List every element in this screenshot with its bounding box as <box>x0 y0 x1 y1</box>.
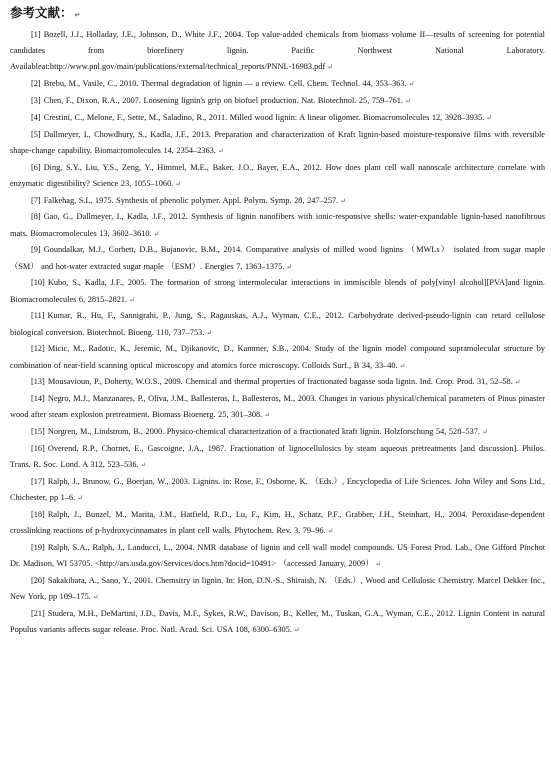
reference-number: [10] <box>31 278 45 288</box>
reference-number: [19] <box>31 542 45 552</box>
reference-entry <box>10 341 545 373</box>
reference-number: [14] <box>31 394 45 404</box>
paragraph-mark-icon: ↵ <box>340 196 347 205</box>
reference-text: Sakakibara, A., Sano, Y., 2001. Chemsitry in lignin. In: Hon, D.N.-S., Shiraish, N. （Eds.）, Wood and Cellulosic Chemistry. Marcel Dekker Inc., New York, pp 109–175. <box>10 575 545 602</box>
reference-text: Bozell, J.J., Holladay, J.E., Johnson, D., White J.F., 2004. Top value-added chemicals from biomass volume II—results of screening for potential candidates from biorefinery lignin. Pacific Northwest National Laboratory. Availableat:http://www.pnl.gov/main/publications/external/technical_reports/PNNL-16983.pdf <box>10 30 545 72</box>
reference-text: Studera, M.H., DeMartini, J.D., Davis, M.F., Sykes, R.W., Davison, B., Keller, M., Tuskan, G.A., Wyman, C.E., 2012. Lignin Content in natural Populus variants affects sugar release. Proc. Natl. Acad. Sci. USA 108, 6300–6305. <box>10 608 545 635</box>
reference-number: [2] <box>31 79 41 89</box>
reference-number: [12] <box>31 344 45 354</box>
paragraph-mark-icon: ↵ <box>327 63 334 72</box>
reference-number: [1] <box>31 30 41 39</box>
reference-number: [4] <box>31 112 41 122</box>
reference-number: [11] <box>31 311 45 321</box>
reference-entry <box>10 474 545 506</box>
paragraph-mark-icon: ↵ <box>327 527 334 536</box>
reference-entry <box>10 573 545 605</box>
reference-entry <box>10 606 545 638</box>
reference-number: [15] <box>31 427 45 437</box>
paragraph-mark-icon: ↵ <box>140 461 147 470</box>
paragraph-mark-icon: ↵ <box>514 378 521 387</box>
reference-text: Falkehag, S.I., 1975. Synthesis of phenolic polymer. Appl. Polym. Symp. 28, 247–257. <box>43 195 339 205</box>
references-heading: 参考文献： ↵ <box>10 5 81 20</box>
paragraph-mark-icon: ↵ <box>293 626 300 635</box>
reference-text: Kubo, S., Kadla, J.F., 2005. The formation of strong intermolecular interactions in immiscible blends of poly[vinyl alcohol][PVA]and lignin. Biomacromolecules 6, 2815–2821. <box>10 278 545 304</box>
reference-text: Crestini, C., Melone, F., Sette, M., Saladino, R., 2011. Milled wood lignin: A linear oligomer. Biomacromolecules 12, 3928–3935. <box>43 112 485 122</box>
paragraph-mark-icon: ↵ <box>408 80 415 89</box>
reference-entry <box>10 441 545 473</box>
reference-entry <box>10 76 545 92</box>
reference-number: [20] <box>31 575 45 585</box>
reference-text: Chen, F., Dixon, R.A., 2007. Loosening lignin's grip on biofuel production. Nat. Biotechnol. 25, 759–761. <box>43 96 403 105</box>
reference-entry <box>10 127 545 159</box>
reference-number: [8] <box>31 212 41 222</box>
reference-entry <box>10 27 545 76</box>
reference-text: Norgren, M., Lindstrom, B., 2000. Physico-chemical characterization of a fractionated kraft lignin. Holzforschung 54, 528–537. <box>47 427 481 437</box>
reference-text: Brebu, M., Vasile, C., 2010. Thermal degradation of lignin — a review. Cell. Chem. Technol. 44, 353–363. <box>43 79 407 89</box>
reference-text: Micic, M., Radotic, K., Jeremic, M., Djikanovic, D., Kammer, S.B., 2004. Study of the lignin model compound supramolecular structure by combination of near-field scanning optical microscopy and atomics force microscopy. Colloids Surf., B 34, 33–40. <box>10 344 545 370</box>
paragraph-mark-icon: ↵ <box>404 97 411 105</box>
paragraph-mark-icon: ↵ <box>77 494 84 503</box>
reference-text: Ding, S.Y., Liu, Y.S., Zeng, Y., Himmel, M.E., Baker, J.O., Bayer, E.A., 2012. How does plant cell wall nanoscale architecture correlate with enzymatic digestibility? Science 23, 1055–1060. <box>10 162 545 188</box>
reference-text: Ralph, J., Bunzel, M., Marita, J.M., Hatfield, R.D., Lu, F., Kim, H., Schatz, P.F., Grabber, J.H., Steinhart, H., 2004. Peroxidase-dependent crosslinking reactions of p-hydroxycinnamates in plant cell walls. Phytochem. Rev. 3, 79–96. <box>10 509 545 536</box>
reference-text: Gao, G., Dallmeyer, I., Kadla, J.F., 2012. Synthesis of lignin nanofibers with ionic-responsive shells: water-expandable lignin-based nanofibrous mats. Biomacromolecules 13, 3602–3610. <box>10 212 545 238</box>
paragraph-mark-icon: ↵ <box>375 560 382 569</box>
reference-number: [9] <box>31 245 41 255</box>
reference-entry <box>10 308 545 340</box>
reference-text: Ralph, J., Brunow, G., Boerjan, W., 2003. Lignins. in: Rose, F., Osborne, K. （Eds.）, Encyclopedia of Life Sciences. John Wiley and Sons Ltd., Chichester, pp 1–6. <box>10 476 545 503</box>
reference-number: [5] <box>31 129 41 139</box>
paragraph-mark-icon: ↵ <box>153 229 160 238</box>
reference-entry <box>10 209 545 241</box>
paragraph-mark-icon: ↵ <box>399 361 406 370</box>
reference-entry <box>10 242 545 274</box>
paragraph-mark-icon: ↵ <box>129 295 136 304</box>
paragraph-mark-icon: ↵ <box>482 428 488 437</box>
reference-text: Ralph, S.A., Ralph, J., Landucci, L., 2004. NMR database of lignin and cell wall model compounds. US Forest Prod. Lab., One Gifford Pinchot Dr. Madison, WI 53705. <http://ars.usda.gov/Services/docs.htm?docid=10491> （accessed January, 2009） <box>10 542 545 569</box>
reference-entry <box>10 391 545 423</box>
reference-number: [3] <box>31 96 41 105</box>
reference-number: [7] <box>31 195 41 205</box>
reference-entry <box>10 507 545 539</box>
reference-entry <box>10 160 545 192</box>
reference-entry <box>10 424 545 440</box>
reference-entry <box>10 374 545 390</box>
reference-number: [21] <box>31 608 45 618</box>
reference-number: [6] <box>31 162 41 172</box>
reference-list <box>10 27 545 638</box>
paragraph-mark-icon: ↵ <box>175 179 182 188</box>
paragraph-mark-icon: ↵ <box>286 262 293 271</box>
reference-entry <box>10 93 545 109</box>
reference-number: [18] <box>31 509 45 519</box>
reference-entry <box>10 275 545 307</box>
reference-number: [13] <box>31 377 45 387</box>
paragraph-mark-icon: ↵ <box>74 11 81 19</box>
paragraph-mark-icon: ↵ <box>206 328 213 337</box>
reference-entry <box>10 540 545 572</box>
reference-entry <box>10 110 545 126</box>
paragraph-mark-icon: ↵ <box>264 411 271 420</box>
reference-text: Goundalkar, M.J., Corbett, D.B., Bujanovic, B.M., 2014. Comparative analysis of milled wood lignins （MWLs） isolated from sugar maple （SM） and hot-water extracted sugar maple （ESM）. Energies 7, 1363–1375. <box>10 245 545 271</box>
reference-text: Mousavioun, P., Doherty, W.O.S., 2009. Chemical and thermal properties of fractionated bagasse soda lignin. Ind. Crop. Prod. 31, 52–58. <box>47 377 513 387</box>
reference-text: Negro, M.J., Manzanares, P., Oliva, J.M., Ballesteros, I., Ballesteros, M., 2003. Changes in various physical/chemical parameters of Pinus pinaster wood after steam explosion pretreatment. Biomass Bioenerg. 25, 301–308. <box>10 394 545 420</box>
paragraph-mark-icon: ↵ <box>217 146 224 155</box>
paragraph-mark-icon: ↵ <box>92 593 99 602</box>
reference-number: [16] <box>31 443 45 453</box>
reference-text: Overend, R.P., Chornet, E., Gascoigne, J.A., 1987. Fractionation of lignocellulosics by steam aqueous pretreatments [and discussion]. Philos. Trans. R. Soc. Lond. A 312, 523–536. <box>10 443 545 470</box>
paragraph-mark-icon: ↵ <box>486 113 493 122</box>
reference-entry <box>10 193 545 209</box>
reference-number: [17] <box>31 476 45 486</box>
reference-text: Kumar, R., Hu, F., Sannigrahi, P., Jung, S., Ragauskas, A.J., Wyman, C.E., 2012. Carbohydrate derived-pseudo-lignin can retard cellulose biological conversion. Biotechnol. Bioeng. 110, 737–753. <box>10 311 545 337</box>
reference-text: Dallmeyer, I., Chowdhury, S., Kadla, J.F., 2013. Preparation and characterization of Kraft lignin-based moisture-responsive films with reversible shape-change capability. Biomacromolecules 14, 2354–2363. <box>10 129 545 155</box>
